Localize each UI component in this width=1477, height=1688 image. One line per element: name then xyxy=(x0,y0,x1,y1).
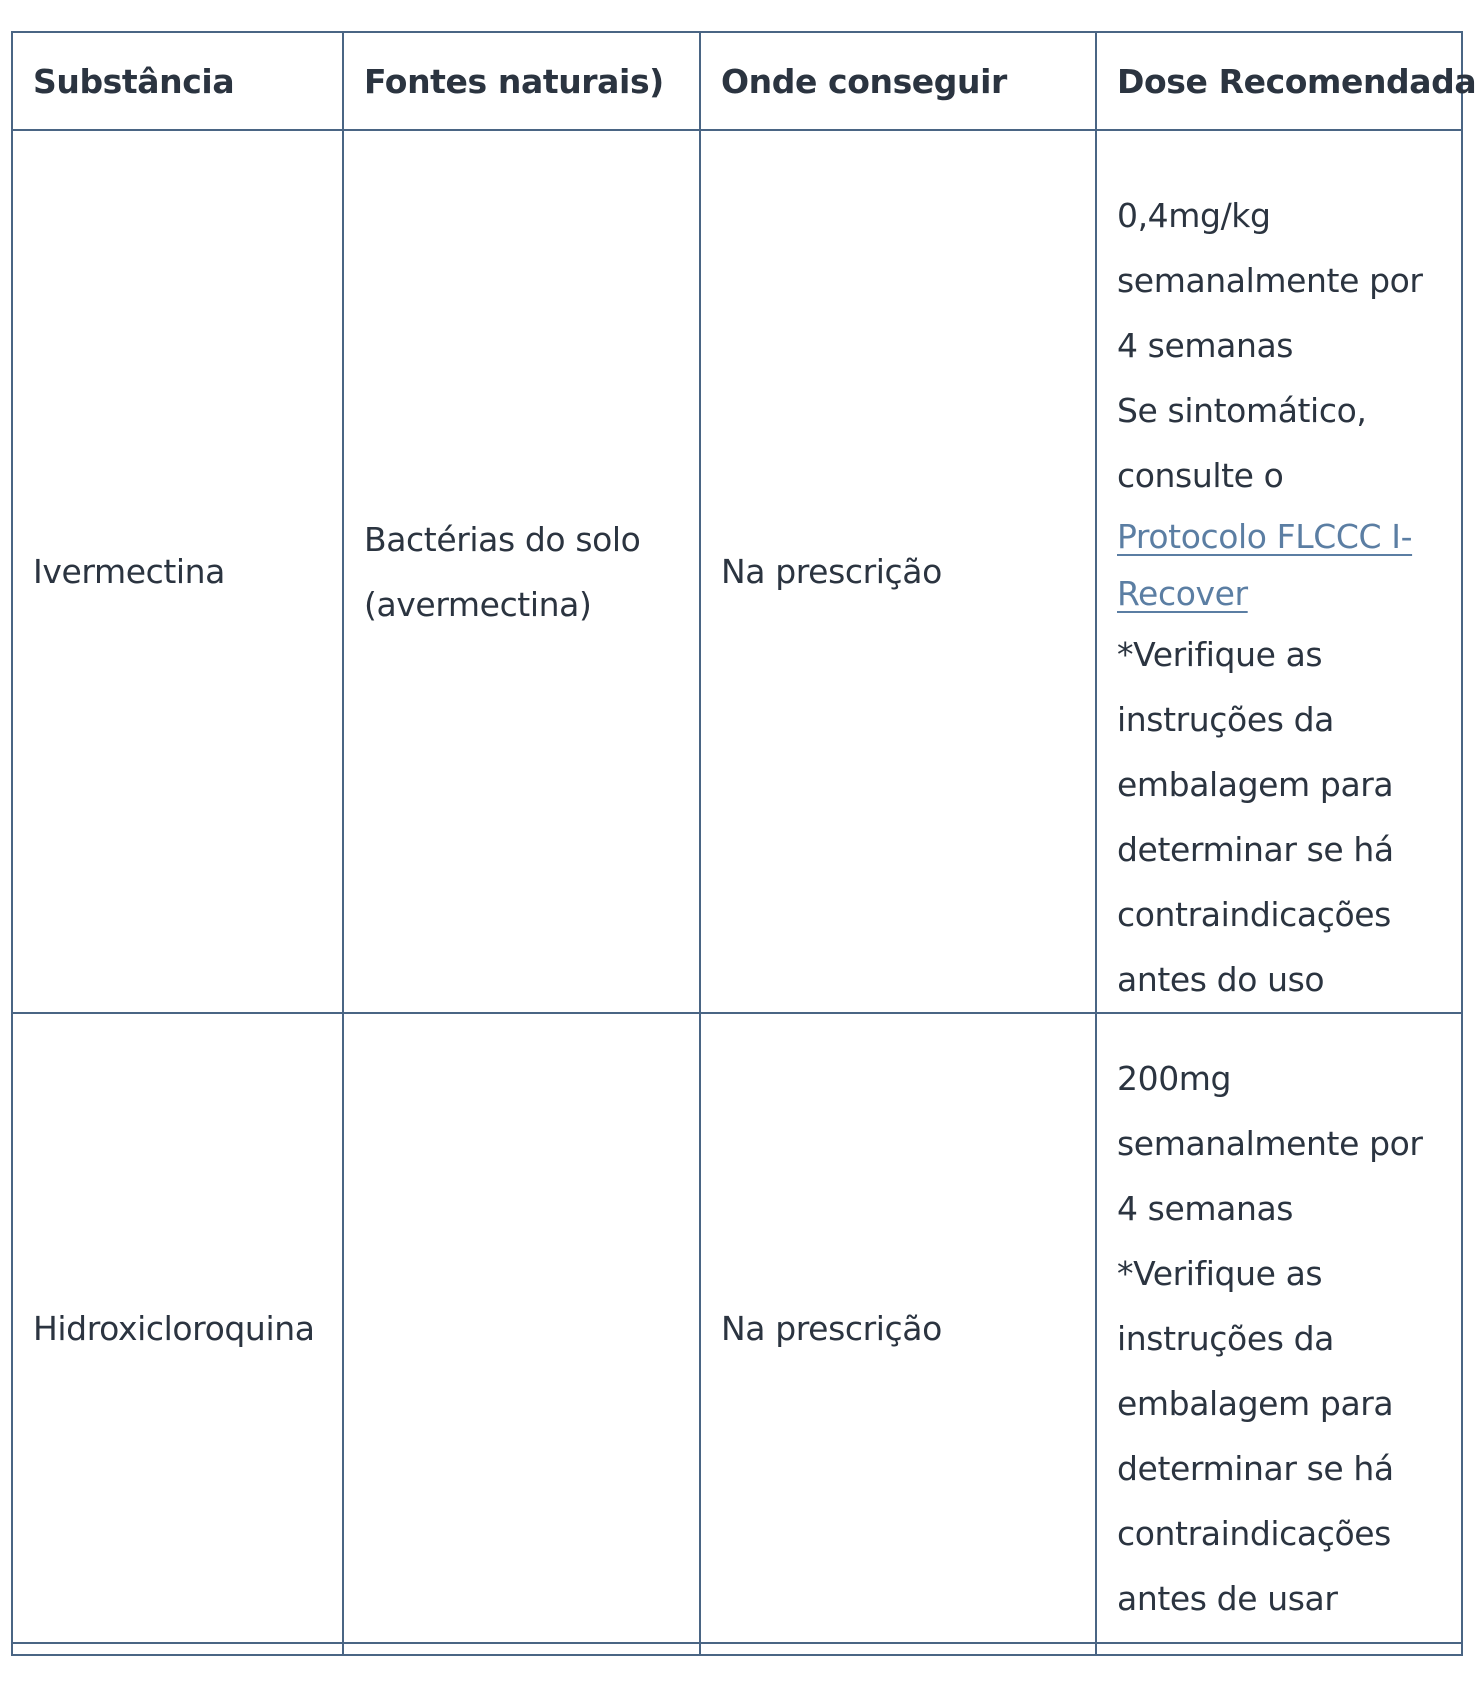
link-line: Protocolo FLCCC I- xyxy=(1117,517,1413,556)
cell-natural-sources xyxy=(343,1013,700,1643)
source-line: (avermectina) xyxy=(364,584,592,624)
dose-line: semanalmente por xyxy=(1117,1123,1423,1163)
link-line: Recover xyxy=(1117,574,1248,613)
cell-empty xyxy=(1096,1643,1462,1655)
dose-line: antes de usar xyxy=(1117,1578,1338,1618)
dose-line: contraindicações xyxy=(1117,1513,1391,1553)
dose-line: 4 semanas xyxy=(1117,1188,1294,1228)
dose-line: embalagem para xyxy=(1117,1383,1394,1423)
dose-line: semanalmente por xyxy=(1117,261,1423,300)
dose-line: contraindicações xyxy=(1117,895,1391,934)
cell-natural-sources xyxy=(343,130,700,1013)
header-recommended-dose: Dose Recomendada xyxy=(1096,32,1462,130)
cell-empty xyxy=(700,1643,1096,1655)
cell-empty xyxy=(343,1643,700,1655)
dose-line: Se sintomático, xyxy=(1117,391,1367,430)
table-header-row xyxy=(12,32,1462,130)
cell-substance: Ivermectina xyxy=(12,130,343,1013)
flccc-protocol-link[interactable] xyxy=(1117,508,1441,622)
dose-line: instruções da xyxy=(1117,700,1334,739)
dose-line: embalagem para xyxy=(1117,765,1394,804)
dose-line: determinar se há xyxy=(1117,830,1394,869)
source-line: Bactérias do solo xyxy=(364,519,641,559)
dosage-table xyxy=(11,31,1477,1656)
header-substance: Substância xyxy=(12,32,343,130)
cell-recommended-dose xyxy=(1096,130,1462,1013)
dose-line: antes do uso xyxy=(1117,960,1325,999)
dose-line: *Verifique as xyxy=(1117,635,1323,674)
cell-recommended-dose xyxy=(1096,1013,1462,1643)
cell-where-to-get: Na prescrição xyxy=(700,1013,1096,1643)
cell-empty xyxy=(12,1643,343,1655)
table-row xyxy=(12,1013,1462,1643)
cell-substance: Hidroxicloroquina xyxy=(12,1013,343,1643)
cell-where-to-get: Na prescrição xyxy=(700,130,1096,1013)
table-row xyxy=(12,130,1462,1013)
dose-line: 0,4mg/kg xyxy=(1117,196,1271,235)
dose-line: instruções da xyxy=(1117,1318,1334,1358)
header-natural-sources: Fontes naturais) xyxy=(343,32,700,130)
header-where-to-get: Onde conseguir xyxy=(700,32,1096,130)
dose-line: 4 semanas xyxy=(1117,326,1294,365)
dose-line: determinar se há xyxy=(1117,1448,1394,1488)
table-row-partial xyxy=(12,1643,1462,1655)
dose-line: *Verifique as xyxy=(1117,1253,1323,1293)
dose-line: consulte o xyxy=(1117,456,1284,495)
dose-line: 200mg xyxy=(1117,1058,1232,1098)
